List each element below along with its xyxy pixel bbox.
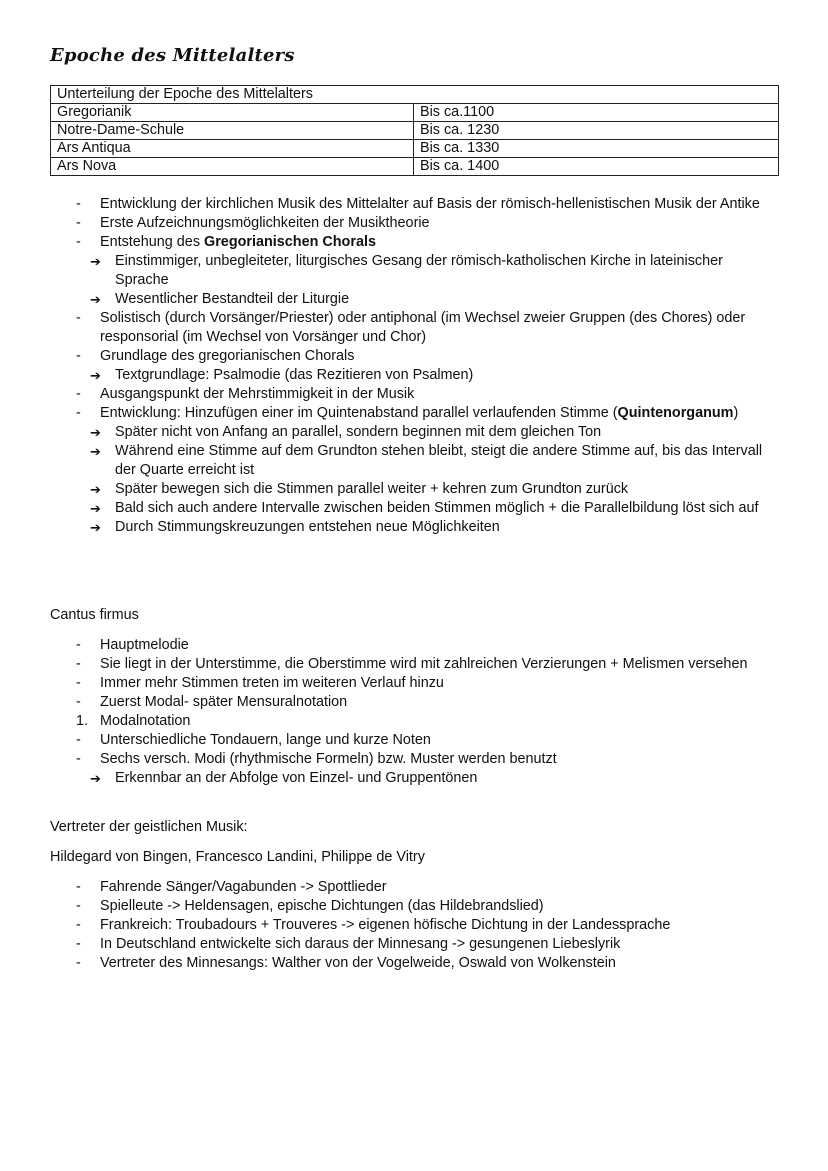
list-item: - Fahrende Sänger/Vagabunden -> Spottlieder [76,879,387,895]
gregorian-notes [0,195,828,537]
arrow-item: ➔ Durch Stimmungskreuzungen entstehen neue Möglichkeiten [90,519,500,535]
arrow-item: ➔ Bald sich auch andere Intervalle zwischen beiden Stimmen möglich + die Parallelbildung löst sich auf [90,500,759,516]
page-title: Epoche des Mittelalters [50,45,295,66]
arrow-item: ➔ Einstimmiger, unbegleiteter, liturgisches Gesang der römisch-katholischen Kirche in lateinischer Sprache [90,253,723,288]
arrow-item: ➔ Später bewegen sich die Stimmen parallel weiter + kehren zum Grundton zurück [90,481,629,497]
arrow-item: ➔ Später nicht von Anfang an parallel, sondern beginnen mit dem gleichen Ton [90,424,602,440]
table-cell-period: Gregorianik [51,104,414,122]
table-header: Unterteilung der Epoche des Mittelalters [51,86,779,104]
table-header-row [51,86,779,104]
list-item: - Sechs versch. Modi (rhythmische Formeln) bzw. Muster werden benutzt [76,751,557,767]
list-item: - Entwicklung der kirchlichen Musik des Mittelalter auf Basis der römisch-hellenistischen Musik der Antike [76,196,760,212]
numbered-item: 1. Modalnotation [76,713,191,729]
cantus-firmus-section [0,606,828,625]
list-item: - Vertreter des Minnesangs: Walther von der Vogelweide, Oswald von Wolkenstein [76,955,616,971]
section-title: Vertreter der geistlichen Musik: [50,819,248,835]
list-item: - Entstehung des Gregorianischen Chorals [76,234,376,250]
list-item: - Entwicklung: Hinzufügen einer im Quintenabstand parallel verlaufenden Stimme (Quintenorganum) [76,405,739,421]
arrow-right-icon: ➔ [90,771,101,786]
table-cell-period: Ars Antiqua [51,140,414,158]
list-item: - Ausgangspunkt der Mehrstimmigkeit in der Musik [76,386,415,402]
list-item: - Zuerst Modal- später Mensuralnotation [76,694,348,710]
list-item: - Grundlage des gregorianischen Chorals [76,348,355,364]
arrow-item: ➔ Textgrundlage: Psalmodie (das Rezitieren von Psalmen) [90,367,474,383]
table-row [51,140,779,158]
arrow-item: ➔ Erkennbar an der Abfolge von Einzel- und Gruppentönen [90,770,478,786]
epoch-table [50,85,779,176]
table-cell-period: Notre-Dame-Schule [51,122,414,140]
list-item: - Spielleute -> Heldensagen, epische Dichtungen (das Hildebrandslied) [76,898,544,914]
arrow-right-icon: ➔ [90,482,101,497]
arrow-right-icon: ➔ [90,292,101,307]
arrow-right-icon: ➔ [90,501,101,516]
arrow-right-icon: ➔ [90,368,101,383]
table-cell-date: Bis ca. 1230 [414,122,779,140]
list-item: - Unterschiedliche Tondauern, lange und kurze Noten [76,732,431,748]
list-item: - Hauptmelodie [76,637,189,653]
section-title: Cantus firmus [50,607,139,623]
representatives-names-block [0,848,828,867]
representatives-names: Hildegard von Bingen, Francesco Landini, Philippe de Vitry [50,849,425,865]
list-item: - Sie liegt in der Unterstimme, die Oberstimme wird mit zahlreichen Verzierungen + Melismen versehen [76,656,748,672]
table-row [51,158,779,176]
cantus-firmus-notes [0,636,828,788]
arrow-right-icon: ➔ [90,254,101,269]
representatives-section [0,818,828,837]
arrow-right-icon: ➔ [90,444,101,459]
table-cell-period: Ars Nova [51,158,414,176]
table-cell-date: Bis ca. 1330 [414,140,779,158]
list-item: - Erste Aufzeichnungsmöglichkeiten der Musiktheorie [76,215,430,231]
list-item: - In Deutschland entwickelte sich daraus der Minnesang -> gesungenen Liebeslyrik [76,936,621,952]
table-cell-date: Bis ca.1100 [414,104,779,122]
arrow-item: ➔ Wesentlicher Bestandteil der Liturgie [90,291,350,307]
list-item: - Solistisch (durch Vorsänger/Priester) oder antiphonal (im Wechsel zweier Gruppen (des Chores) oder responsorial (im Wechsel von Vorsänger und Chor) [76,310,746,345]
list-item: - Frankreich: Troubadours + Trouveres -> eigenen höfische Dichtung in der Landessprache [76,917,671,933]
arrow-right-icon: ➔ [90,425,101,440]
table-row [51,104,779,122]
table-row [51,122,779,140]
table-cell-date: Bis ca. 1400 [414,158,779,176]
secular-music-notes [0,878,828,973]
list-item: - Immer mehr Stimmen treten im weiteren Verlauf hinzu [76,675,444,691]
arrow-right-icon: ➔ [90,520,101,535]
arrow-item: ➔ Während eine Stimme auf dem Grundton stehen bleibt, steigt die andere Stimme auf, bis das Intervall der Quarte erreicht ist [90,443,763,478]
